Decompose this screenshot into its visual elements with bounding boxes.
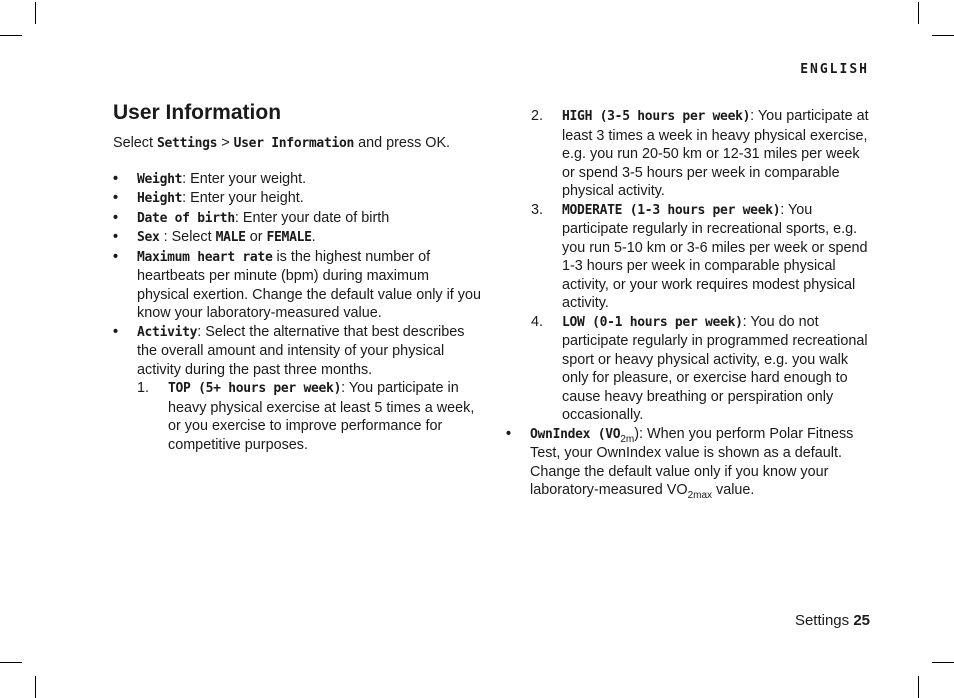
footer-section: Settings	[794, 612, 850, 629]
crop-mark	[932, 35, 954, 36]
list-item-weight: • Weight: Enter your weight.	[113, 170, 483, 190]
list-item-activity: • Activity: Select the alternative that best describes the overall amount and intensity of your physical activity during the past three months. 1. TOP (5+ hours per week): You participate in heavy physical exercise at least 5 times a week, or you exercise to improve performance for competitive purposes.	[113, 323, 483, 455]
crop-mark	[35, 2, 36, 24]
settings-list-continued	[506, 425, 871, 500]
page-number: 25	[853, 612, 870, 629]
crop-mark	[918, 676, 919, 698]
list-item-sex: • Sex : Select MALE or FEMALE.	[113, 228, 483, 248]
right-column	[506, 107, 871, 500]
activity-level-list-continued	[506, 107, 871, 425]
crop-mark	[0, 662, 22, 663]
menu-path-settings: Settings	[157, 136, 218, 151]
crop-mark	[932, 662, 954, 663]
activity-level-high: 2. HIGH (3-5 hours per week): You participate at least 3 times a week in heavy physical exercise, e.g. you run 20-50 km or 12-31 miles per week or spend 3-5 hours per week in comparable physical activity.	[531, 108, 869, 199]
list-item-date-of-birth: • Date of birth: Enter your date of birth	[113, 209, 483, 229]
activity-level-low: 4. LOW (0-1 hours per week): You do not participate regularly in programmed recreational sport or heavy physical activity, e.g. you walk only for pleasure, or exercise hard enough to cause heavy breathing or perspiration only occasionally.	[531, 313, 868, 423]
crop-mark	[0, 35, 22, 36]
page-title: User Information	[113, 101, 282, 124]
activity-level-moderate: 3. MODERATE (1-3 hours per week): You participate regularly in recreational sports, e.g. you run 5-10 km or 3-6 miles per week or spend 1-3 hours per week in comparable physical activity, or your work requires modest physical activity.	[531, 201, 868, 311]
list-item-height: • Height: Enter your height.	[113, 189, 483, 209]
activity-level-list	[137, 379, 483, 454]
menu-path-user-information: User Information	[233, 136, 355, 151]
menu-path-arrow: >	[221, 135, 230, 151]
activity-level-top: 1. TOP (5+ hours per week): You participate in heavy physical exercise at least 5 times a week, or you exercise to improve performance for competitive purposes.	[137, 380, 475, 453]
left-column	[113, 134, 483, 454]
language-label: ENGLISH	[800, 62, 869, 77]
settings-list	[113, 170, 483, 455]
crop-mark	[918, 2, 919, 24]
list-item-maximum-heart-rate: • Maximum heart rate is the highest number of heartbeats per minute (bpm) during maximum physical exertion. Change the default value only if you know your laboratory-measured value.	[113, 248, 483, 323]
intro-line: Select Settings > User Information and press OK.	[113, 135, 451, 151]
page-footer	[795, 612, 870, 629]
crop-mark	[35, 676, 36, 698]
list-item-ownindex: • OwnIndex $(VO_{2m})$: When you perform Polar Fitness Test, your OwnIndex value is shown as a default. Change the default value only if you know your laboratory-measured $VO_{2max}$ value.	[506, 425, 871, 500]
